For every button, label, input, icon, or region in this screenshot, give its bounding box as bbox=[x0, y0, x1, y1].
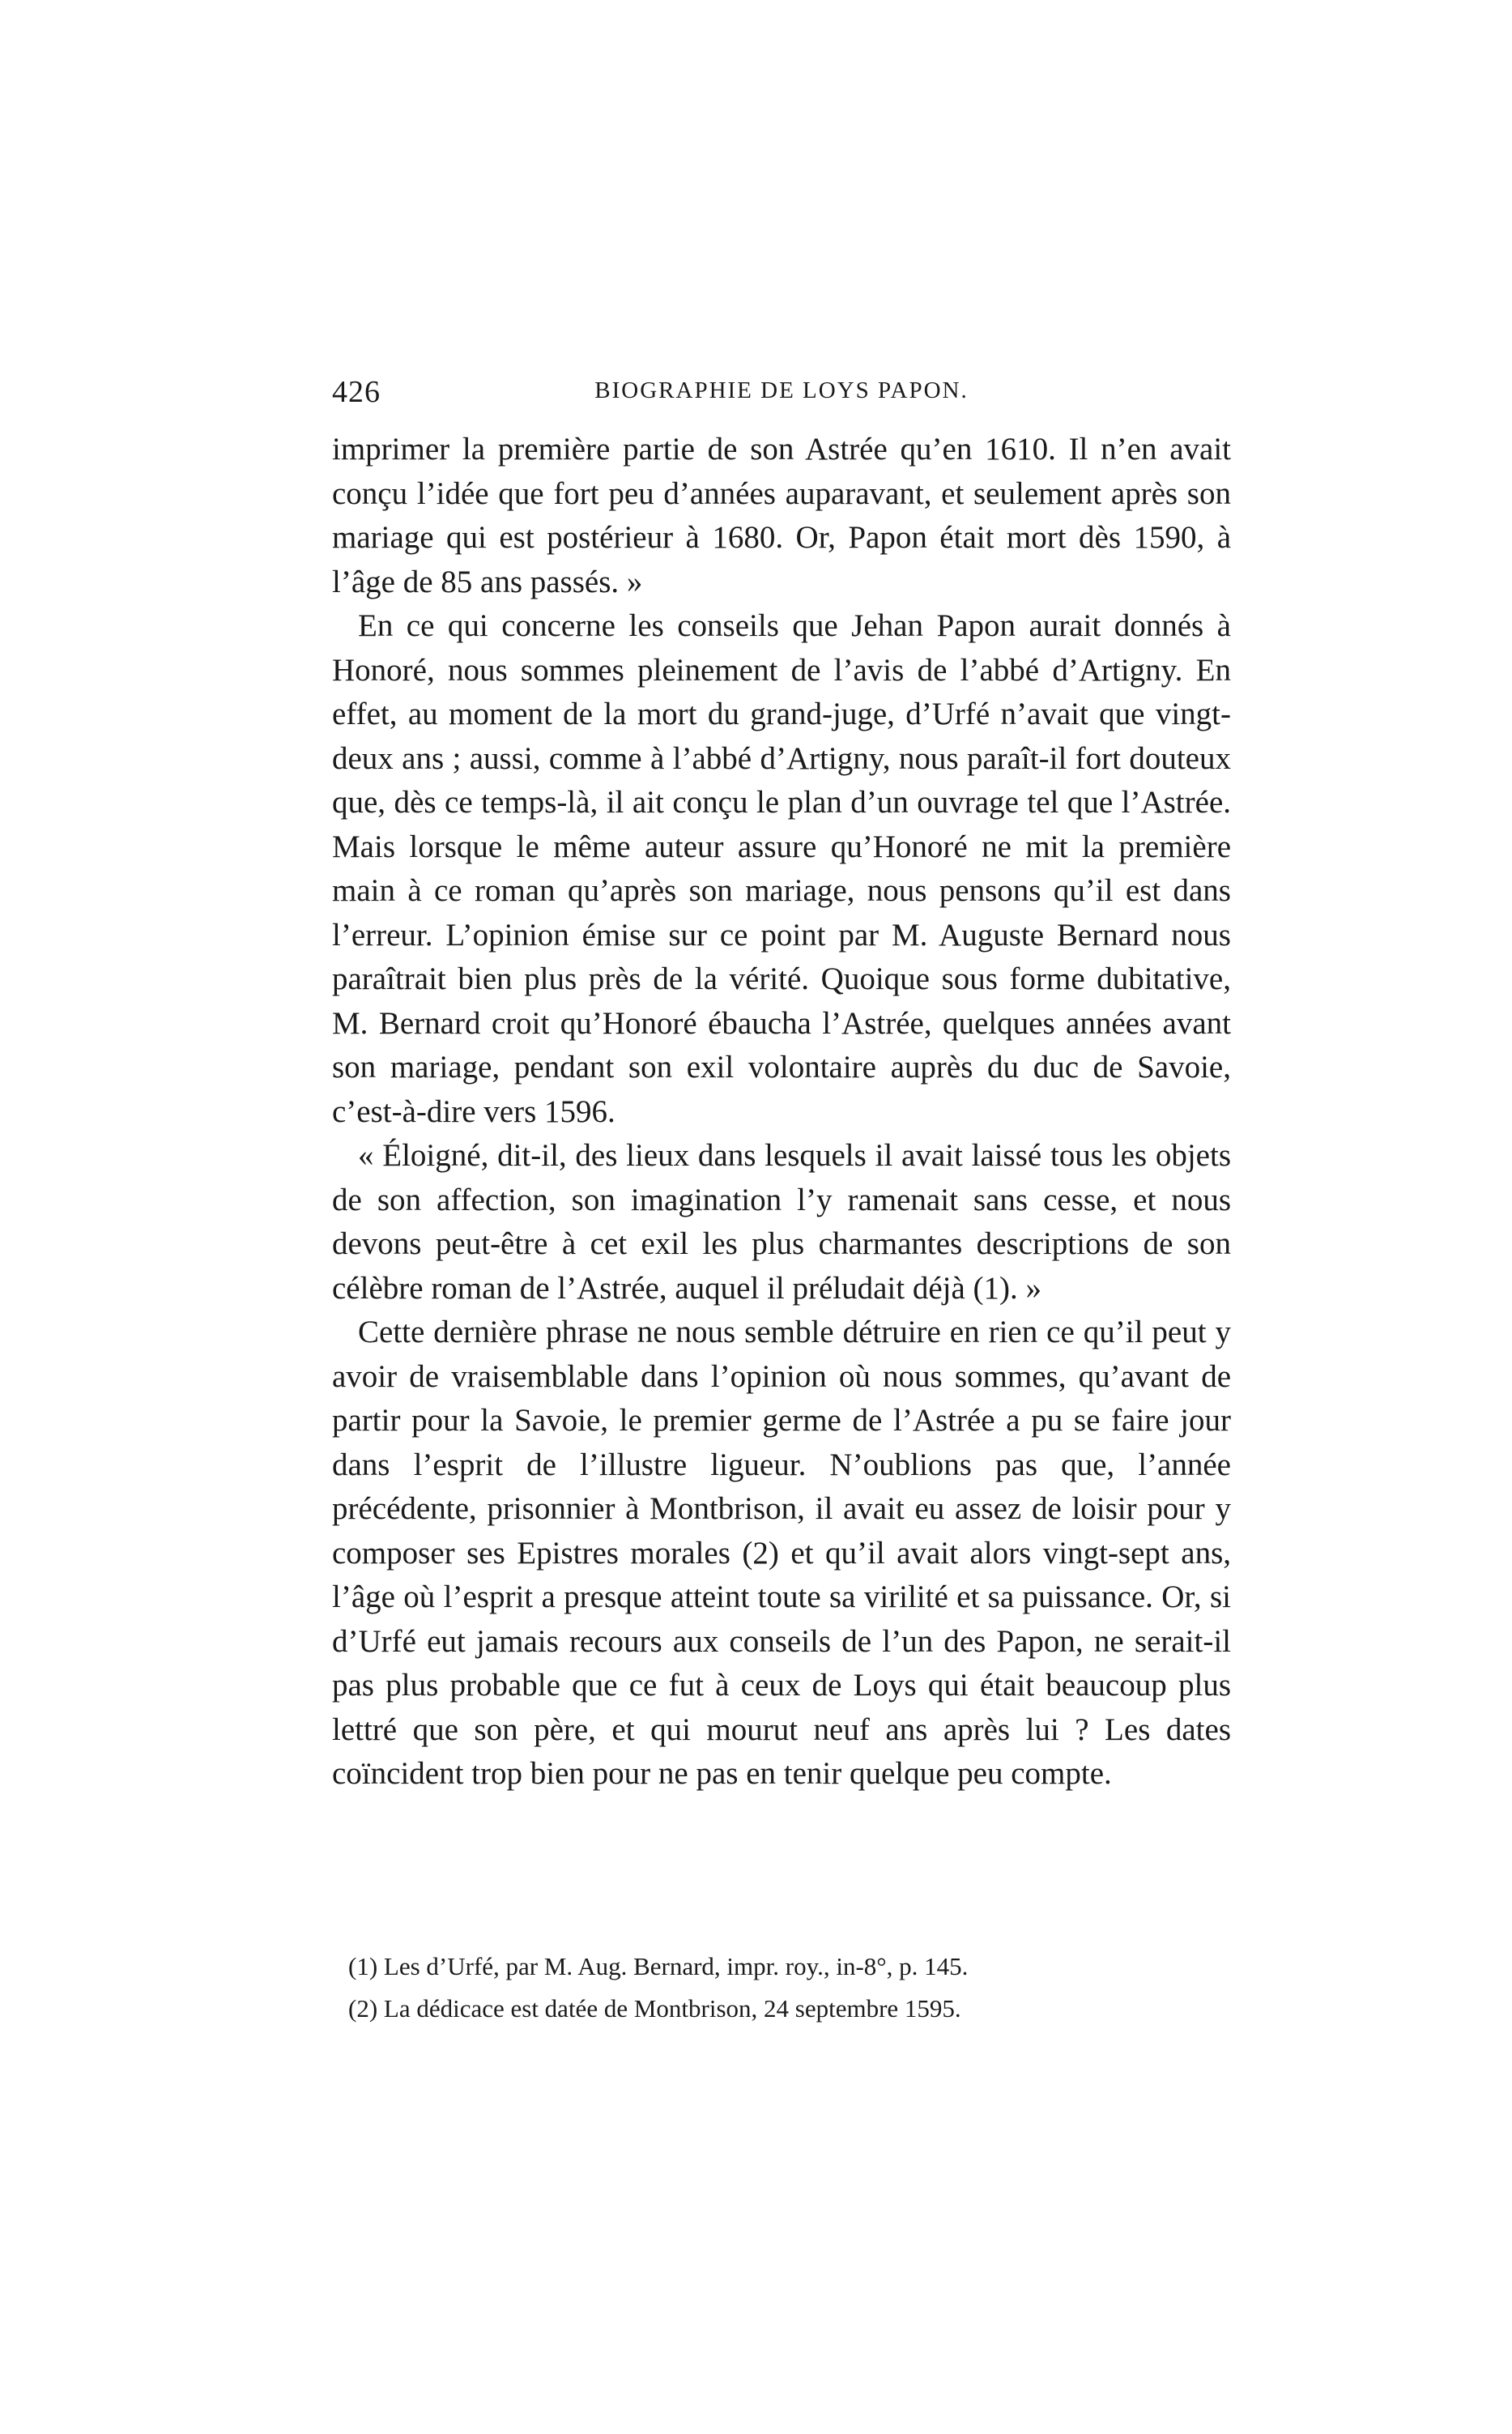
quote-paragraph: « Éloigné, dit-il, des lieux dans lesquels il avait laissé tous les objets de son affection, son imagination l’y ramenait sans cesse, et nous devons peut-être à cet exil les plus charmantes descriptions de son célèbre roman de l’Astrée, auquel il préludait déjà (1). » bbox=[332, 1138, 1231, 1306]
body-text bbox=[332, 428, 1231, 1797]
paragraph: Cette dernière phrase ne nous semble détruire en rien ce qu’il peut y avoir de vraisemblable dans l’opinion où nous sommes, qu’avant de partir pour la Savoie, le premier germe de l’Astrée a pu se faire jour dans l’esprit de l’illustre ligueur. N’oublions pas que, l’année précédente, prisonnier à Montbrison, il avait eu assez de loisir pour y composer ses Epistres morales (2) et qu’il avait alors vingt-sept ans, l’âge où l’esprit a presque atteint toute sa virilité et sa puissance. Or, si d’Urfé eut jamais recours aux conseils de l’un des Papon, ne serait-il pas plus probable que ce fut à ceux de Loys qui était beaucoup plus lettré que son père, et qui mourut neuf ans après lui ? Les dates coïncident trop bien pour ne pas en tenir quelque peu compte. bbox=[332, 1315, 1231, 1791]
page-number: 426 bbox=[332, 375, 381, 409]
paragraph: En ce qui concerne les conseils que Jehan Papon aurait donnés à Honoré, nous sommes pleinement de l’avis de l’abbé d’Artigny. En effet, au moment de la mort du grand-juge, d’Urfé n’avait que vingt-deux ans ; aussi, comme à l’abbé d’Artigny, nous paraît-il fort douteux que, dès ce temps-là, il ait conçu le plan d’un ouvrage tel que l’Astrée. Mais lorsque le même auteur assure qu’Honoré ne mit la première main à ce roman qu’après son mariage, nous pensons qu’il est dans l’erreur. L’opinion émise sur ce point par M. Auguste Bernard nous paraîtrait bien plus près de la vérité. Quoique sous forme dubitative, M. Bernard croit qu’Honoré ébaucha l’Astrée, quelques années avant son mariage, pendant son exil volontaire auprès du duc de Savoie, c’est-à-dire vers 1596. bbox=[332, 608, 1231, 1129]
footnote: (1) Les d’Urfé, par M. Aug. Bernard, impr. roy., in-8°, p. 145. bbox=[348, 1952, 969, 1980]
running-head: BIOGRAPHIE DE LOYS PAPON. bbox=[594, 377, 969, 403]
page-header bbox=[332, 374, 1231, 423]
footnotes bbox=[348, 1946, 1239, 2030]
footnote: (2) La dédicace est datée de Montbrison, 24 septembre 1595. bbox=[348, 1994, 961, 2023]
paragraph: imprimer la première partie de son Astrée qu’en 1610. Il n’en avait conçu l’idée que fort peu d’années auparavant, et seulement après son mariage qui est postérieur à 1680. Or, Papon était mort dès 1590, à l’âge de 85 ans passés. » bbox=[332, 432, 1231, 599]
